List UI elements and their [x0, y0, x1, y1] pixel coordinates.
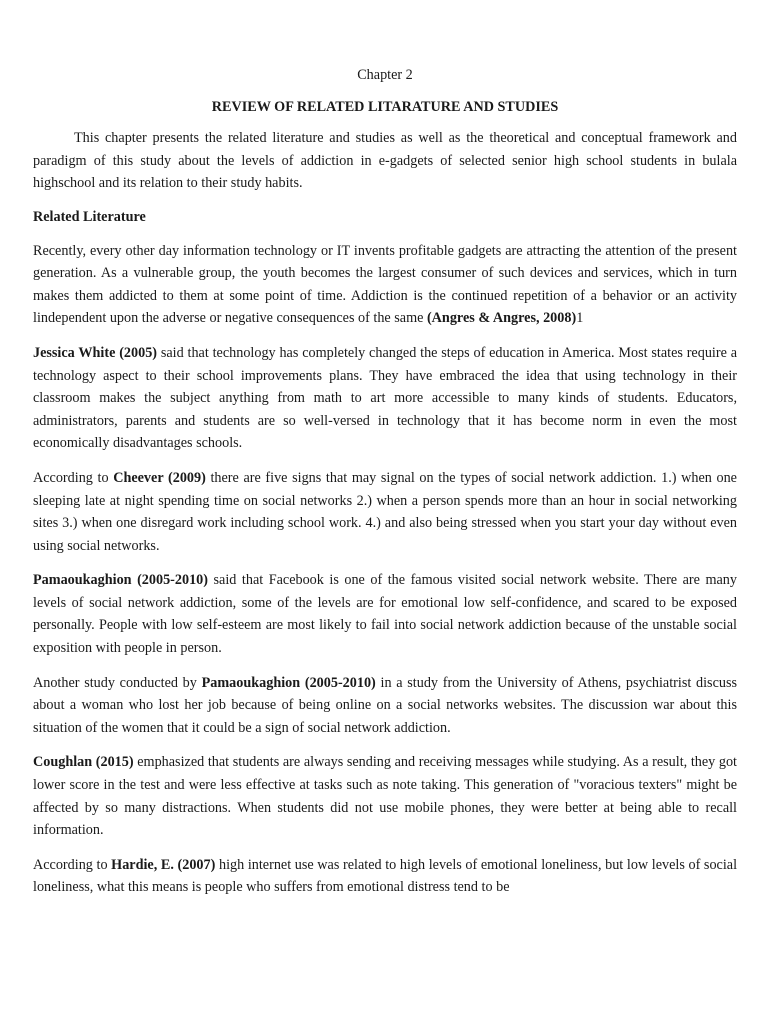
paragraph-5-lead: Another study conducted by	[33, 674, 202, 691]
section-heading: Related Literature	[33, 208, 146, 225]
paragraph-1-text: Recently, every other day information technology or IT invents profitable gadgets are attracting the attention of the present generation. As a vulnerable group, the youth becomes the largest consumer of such devices and services, which in turn makes them addicted to them at some point of time. Addiction is the continued repetition of a behavior or an activity lindependent upon the adverse or negative consequences of the same	[33, 242, 737, 327]
paragraph-3	[33, 467, 737, 557]
document-page	[33, 60, 737, 899]
paragraph-7-citation: Hardie, E. (2007)	[111, 856, 216, 873]
paragraph-7	[33, 854, 737, 899]
paragraph-5	[33, 672, 737, 740]
paragraph-4-text: said that Facebook is one of the famous visited social network website. There are many levels of social network addiction, some of the levels are for emotional low self-confidence, and scared to be exposed personally. People with low self-esteem are most likely to fail into social network addiction because of the unstable social exposition with people in person.	[33, 572, 737, 657]
paragraph-5-text: in a study from the University of Athens, psychiatrist discuss about a woman who lost her job because of being online on a social networks websites. The discussion war about this situation of the women that it could be a sign of social network addiction.	[33, 674, 737, 736]
paragraph-2-citation: Jessica White (2005)	[33, 344, 158, 361]
paragraph-6-citation: Coughlan (2015)	[33, 754, 134, 771]
paragraph-1-tail: 1	[576, 310, 584, 327]
paragraph-1	[33, 240, 737, 330]
paragraph-3-citation: Cheever (2009)	[113, 469, 206, 486]
chapter-title: REVIEW OF RELATED LITARATURE AND STUDIES	[211, 98, 559, 115]
paragraph-4	[33, 569, 737, 659]
paragraph-5-citation: Pamaoukaghion (2005-2010)	[201, 674, 376, 691]
paragraph-3-lead: According to	[33, 469, 114, 486]
paragraph-6-text: emphasized that students are always sending and receiving messages while studying. As a result, they got lower score in the test and were less effective at tasks such as note taking. This generation of "voracious texters" might be affected by so many distractions. When students did not use mobile phones, they were better at being able to recall information.	[33, 754, 738, 839]
paragraph-1-citation: (Angres & Angres, 2008)	[426, 310, 577, 327]
paragraph-3-text: there are five signs that may signal on the types of social network addiction. 1.) when one sleeping late at night spending time on social networks 2.) when a person spends more than an hour in social networking sites 3.) when one disregard work including school work. 4.) and also being stressed when you start your day without even using social networks.	[33, 469, 737, 554]
paragraph-7-text: high internet use was related to high levels of emotional loneliness, but low levels of social loneliness, what this means is people who suffers from emotional distress tend to be	[33, 856, 738, 896]
paragraph-2-text: said that technology has completely changed the steps of education in America. Most states require a technology aspect to their school improvements plans. They have embraced the idea that using technology in their classroom makes the subject anything from math to art more accessible to many kinds of students. Educators, administrators, parents and students are so well-versed in technology that it has become norm in even the most economically disadvantages schools.	[33, 344, 737, 452]
paragraph-6	[33, 751, 737, 841]
intro-paragraph: This chapter presents the related literature and studies as well as the theoretical and conceptual framework and paradigm of this study about the levels of addiction in e-gadgets of selected senior high school students in bulala highschool and its relation to their study habits.	[33, 130, 737, 192]
paragraph-2	[33, 342, 737, 455]
chapter-label: Chapter 2	[357, 67, 413, 83]
paragraph-4-citation: Pamaoukaghion (2005-2010)	[33, 572, 208, 589]
paragraph-7-lead: According to	[33, 856, 112, 873]
